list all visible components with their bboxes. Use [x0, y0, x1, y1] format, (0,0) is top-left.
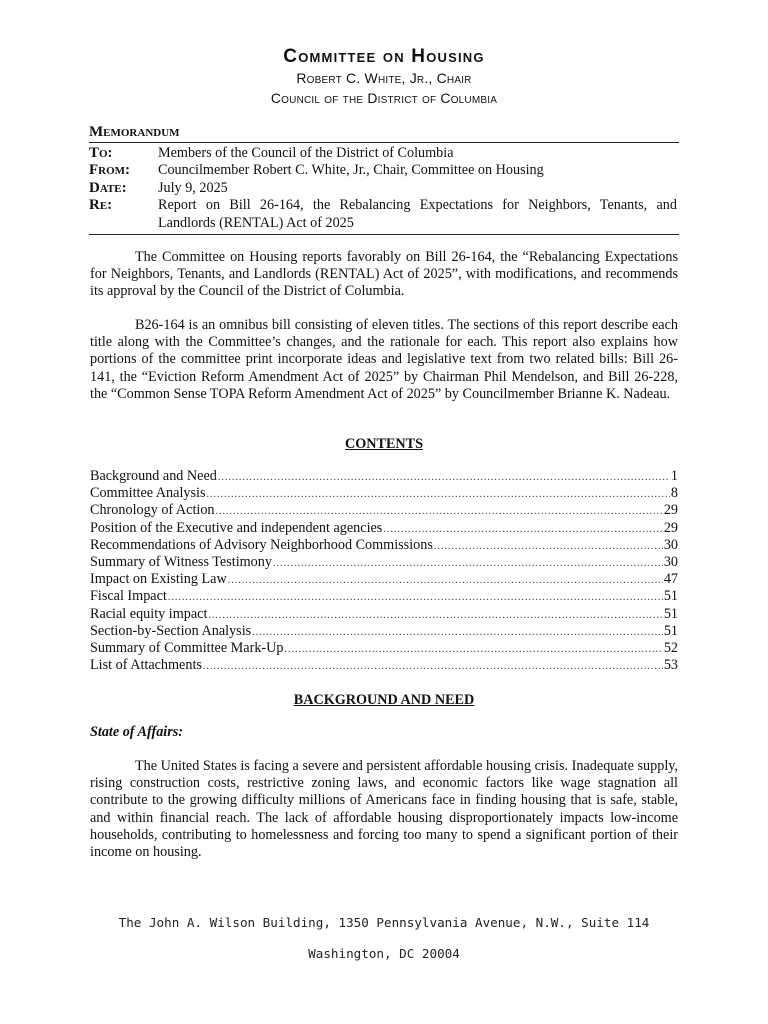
memo-top-rule — [89, 142, 679, 143]
toc-item[interactable] — [90, 520, 678, 537]
toc-label: Committee Analysis — [90, 485, 206, 502]
toc-item[interactable] — [90, 640, 678, 657]
footer-address: The John A. Wilson Building, 1350 Pennsylvania Avenue, N.W., Suite 114 — [118, 915, 650, 930]
toc-page: 8 — [670, 485, 678, 502]
toc-page: 52 — [663, 639, 678, 656]
toc-leader — [252, 624, 663, 641]
toc-item[interactable] — [90, 554, 678, 571]
toc-page: 1 — [670, 468, 678, 484]
toc-label: Fiscal Impact — [90, 588, 167, 605]
toc-leader — [434, 538, 663, 555]
state-of-affairs-heading: State of Affairs: — [90, 724, 184, 740]
toc-page: 51 — [663, 622, 678, 639]
toc-leader — [218, 469, 670, 486]
memo-key: To: — [89, 145, 113, 161]
memo-label: Memorandum — [89, 124, 180, 140]
toc-label: Summary of Committee Mark-Up — [90, 639, 284, 656]
council-line: Council of the District of Columbia — [270, 90, 498, 106]
toc-page: 51 — [663, 588, 678, 605]
memo-value: Councilmember Robert C. White, Jr., Chair, Committee on Housing — [158, 162, 544, 178]
toc-label: Impact on Existing Law — [90, 571, 227, 588]
toc-label: Summary of Witness Testimony — [90, 553, 272, 570]
toc-leader — [383, 521, 662, 538]
toc-label: Section-by-Section Analysis — [90, 622, 252, 639]
memo-value: Members of the Council of the District of Columbia — [158, 145, 454, 161]
toc-item[interactable] — [90, 588, 678, 605]
toc-page: 53 — [663, 657, 678, 674]
toc-label: Chronology of Action — [90, 502, 215, 519]
table-of-contents — [90, 468, 678, 674]
toc-leader — [168, 589, 663, 606]
toc-item[interactable] — [90, 657, 678, 674]
chair-line: Robert C. White, Jr., Chair — [296, 70, 472, 86]
footer-city: Washington, DC 20004 — [308, 946, 460, 961]
toc-leader — [203, 658, 663, 675]
memo-key: Re: — [89, 197, 113, 213]
toc-item[interactable] — [90, 502, 678, 519]
toc-label: Position of the Executive and independent agencies — [90, 519, 383, 536]
toc-item[interactable] — [90, 606, 678, 623]
toc-label: Background and Need — [90, 468, 217, 484]
toc-page: 51 — [663, 605, 678, 622]
background-heading: BACKGROUND AND NEED — [293, 692, 475, 708]
toc-page: 29 — [663, 502, 678, 519]
memo-key: Date: — [89, 180, 127, 196]
memo-key: From: — [89, 162, 131, 178]
toc-page: 30 — [663, 536, 678, 553]
memo-bottom-rule — [89, 234, 679, 235]
background-paragraph-1: The United States is facing a severe and persistent affordable housing crisis. Inadequate supply, rising construction costs, restrictive zoning laws, and economic factors like wage stagnation all contribute to the growing difficulty millions of Americans face in finding housing that is safe, stable, and within financial reach. The lack of affordable housing disproportionately impacts low-income households, contributing to homelessness and forcing too many to spend a significant portion of their income on housing. — [90, 758, 678, 861]
toc-leader — [216, 503, 663, 520]
toc-item[interactable] — [90, 537, 678, 554]
toc-leader — [273, 555, 663, 572]
toc-page: 30 — [663, 553, 678, 570]
memo-value: Report on Bill 26-164, the Rebalancing Expectations for Neighbors, Tenants, and Landlords (RENTAL) Act of 2025 — [158, 197, 677, 231]
toc-page: 29 — [663, 519, 678, 536]
memo-value: July 9, 2025 — [158, 180, 228, 196]
toc-item[interactable] — [90, 485, 678, 502]
committee-title: Committee on Housing — [283, 46, 485, 67]
toc-leader — [284, 641, 662, 658]
toc-leader — [208, 607, 662, 624]
intro-paragraph-2: B26-164 is an omnibus bill consisting of eleven titles. The sections of this report describe each title along with the Committee’s changes, and the rationale for each. This report also explains how portions of the committee print incorporate ideas and legislative text from two related bills: Bill 26-141, the “Eviction Reform Amendment Act of 2025” by Chairman Phil Mendelson, and Bill 26-228, the “Common Sense TOPA Reform Amendment Act of 2025” by Councilmember Brianne K. Nadeau. — [90, 317, 678, 402]
toc-item[interactable] — [90, 571, 678, 588]
toc-label: List of Attachments — [90, 657, 202, 674]
intro-paragraph-1: The Committee on Housing reports favorably on Bill 26-164, the “Rebalancing Expectations for Neighbors, Tenants, and Landlords (RENTAL) Act of 2025”, with modifications, and recommends its approval by the Council of the District of Columbia. — [90, 249, 678, 300]
toc-item[interactable] — [90, 468, 678, 485]
toc-label: Recommendations of Advisory Neighborhood Commissions — [90, 536, 433, 553]
toc-item[interactable] — [90, 623, 678, 640]
toc-leader — [228, 572, 663, 589]
contents-heading: CONTENTS — [344, 436, 424, 452]
toc-leader — [206, 486, 669, 503]
toc-page: 47 — [663, 571, 678, 588]
toc-label: Racial equity impact — [90, 605, 208, 622]
